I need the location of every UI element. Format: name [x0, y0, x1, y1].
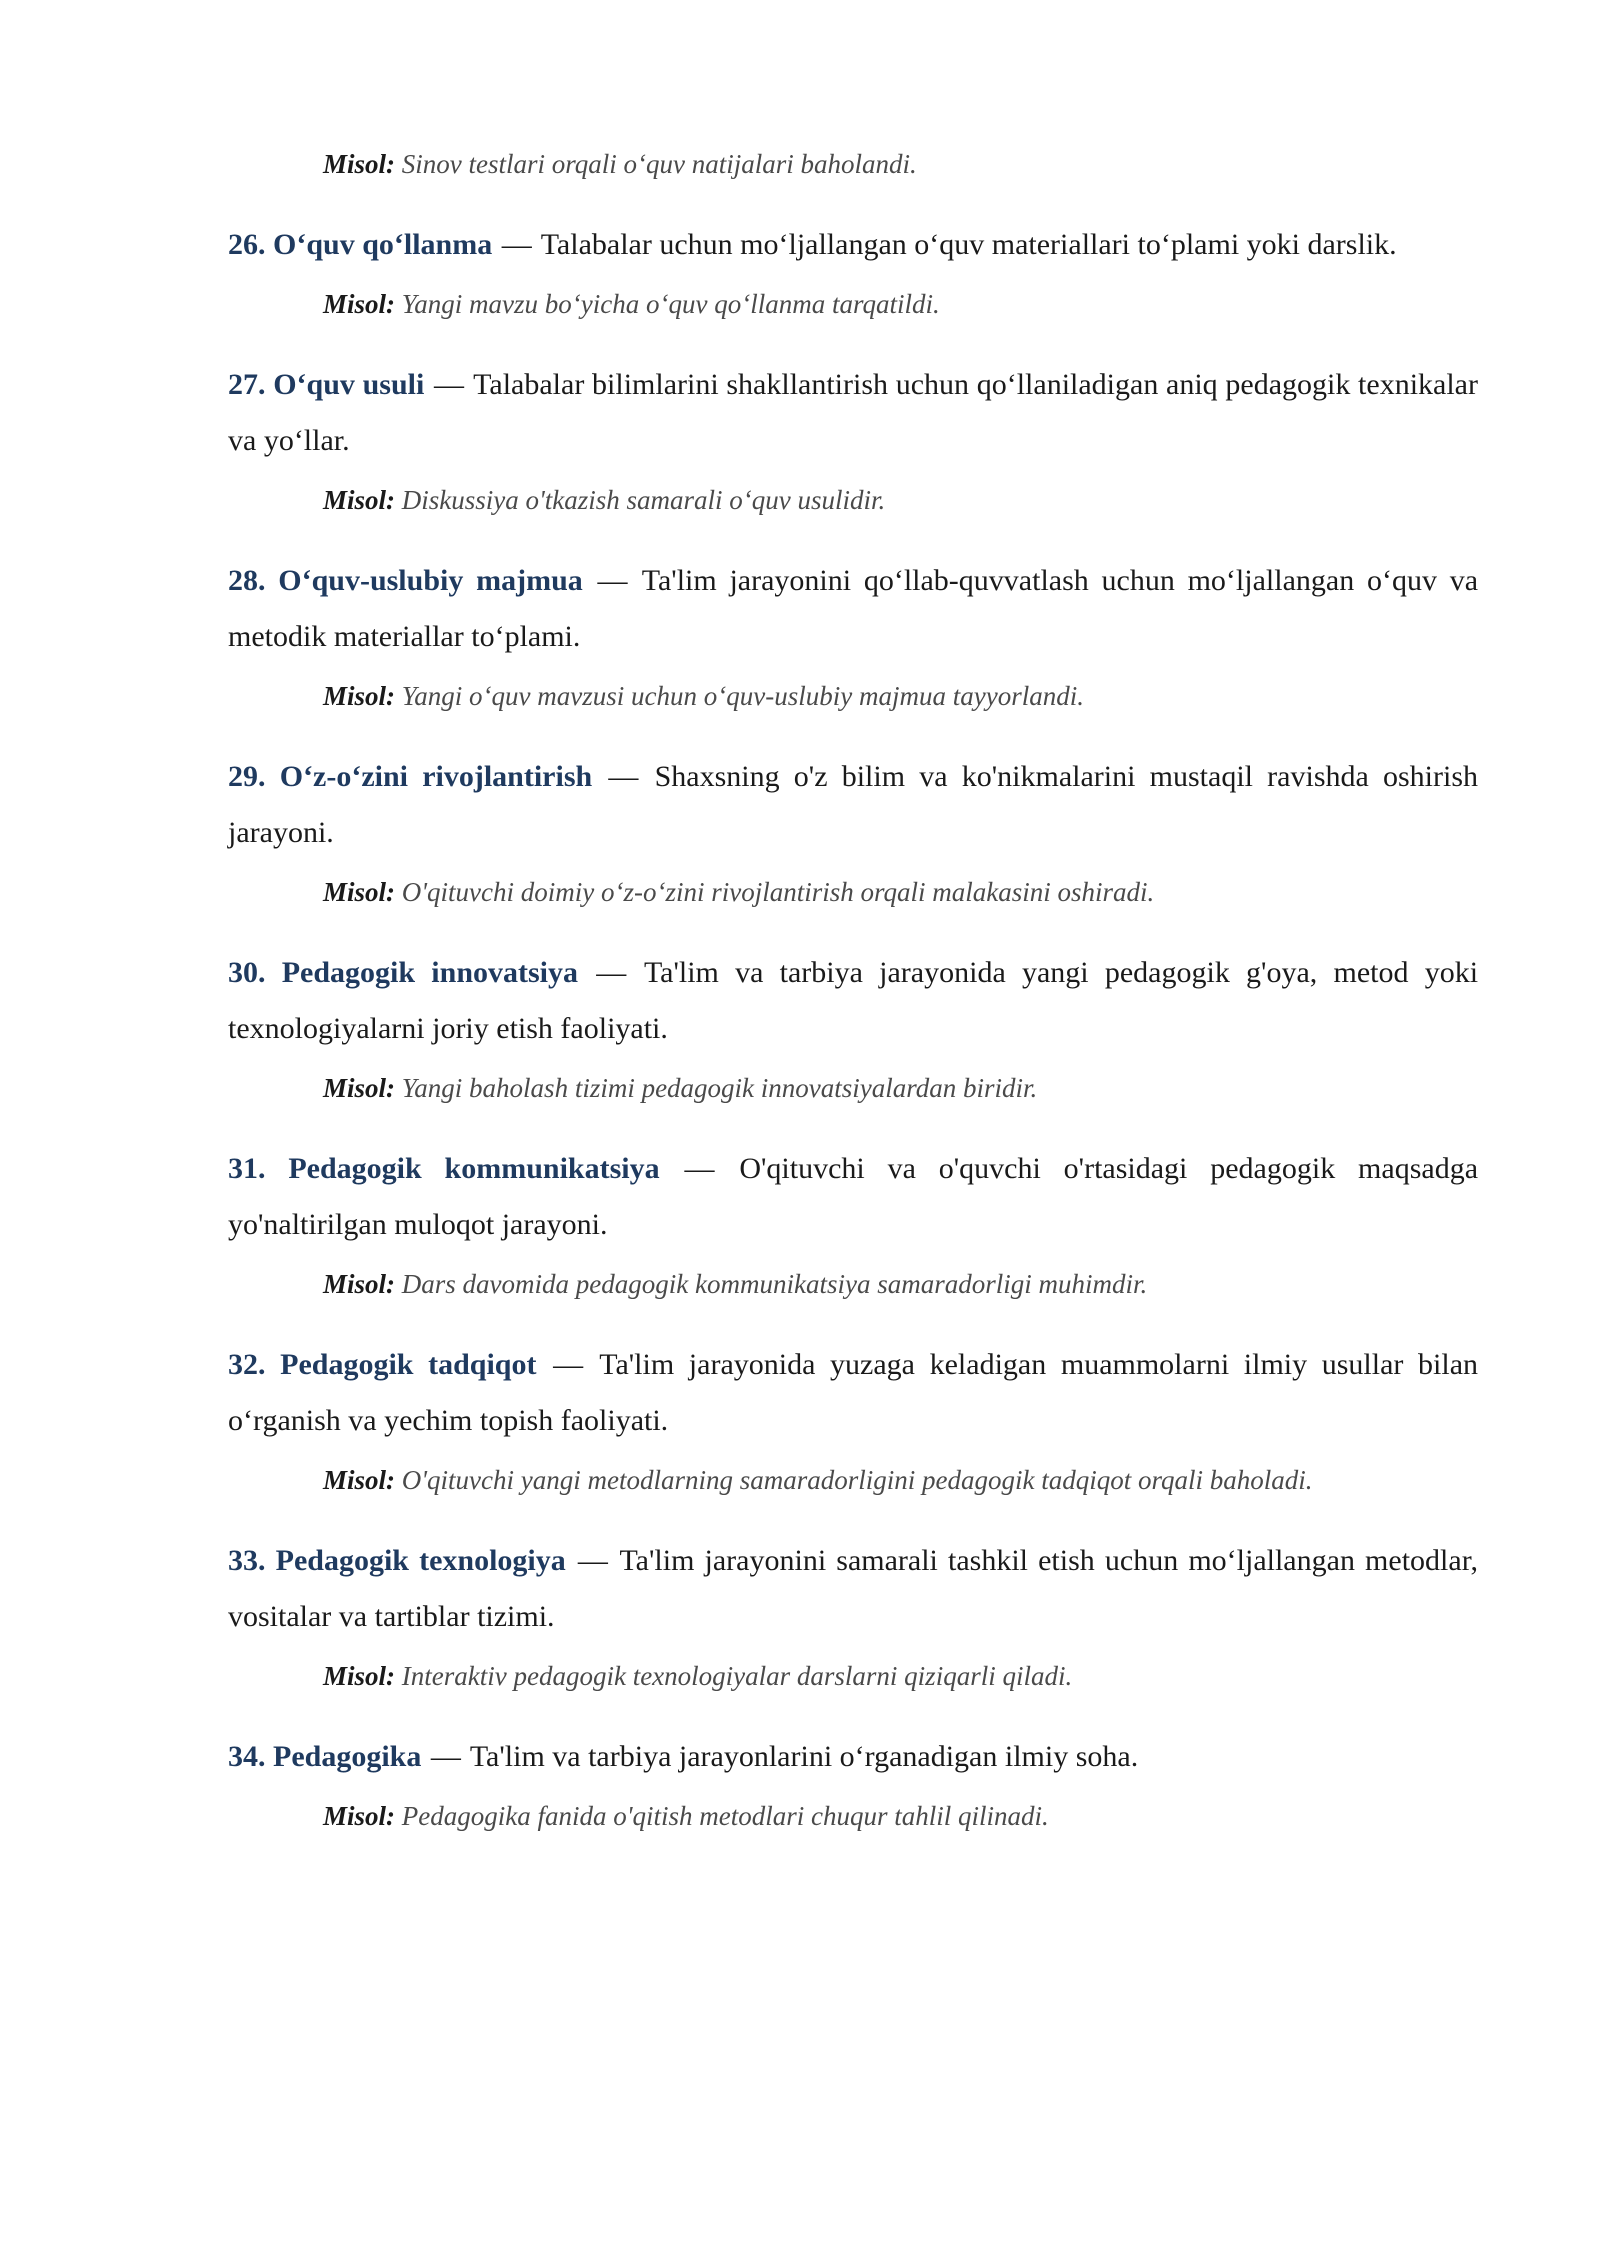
- em-dash: —: [553, 1348, 584, 1381]
- example-text: Diskussiya o'tkazish samarali o‘quv usulidir.: [401, 485, 886, 515]
- entry-number: 34.: [228, 1740, 266, 1773]
- entry-number: 29.: [228, 760, 266, 793]
- entry-definition: Ta'lim jarayonini samarali tashkil etish uchun mo‘ljallangan metodlar, vositalar va tartiblar tizimi.: [228, 1544, 1478, 1633]
- glossary-entry: [228, 945, 1478, 1107]
- entry-term: O‘z-o‘zini rivojlantirish: [279, 760, 593, 793]
- entry-definition: Ta'lim jarayonida yuzaga keladigan muammolarni ilmiy usullar bilan o‘rganish va yechim topish faoliyati.: [228, 1348, 1479, 1437]
- entry-term: Pedagogik tadqiqot: [280, 1348, 537, 1381]
- example-label: Misol:: [323, 1073, 396, 1103]
- em-dash: —: [608, 760, 639, 793]
- term-definition: [228, 1337, 1478, 1449]
- example-label: Misol:: [323, 485, 396, 515]
- glossary-entry: [228, 217, 1478, 323]
- entry-definition: Ta'lim va tarbiya jarayonlarini o‘rganadigan ilmiy soha.: [469, 1740, 1139, 1773]
- term-definition: [228, 1533, 1478, 1645]
- example-label: Misol:: [323, 681, 396, 711]
- term-definition: [228, 945, 1478, 1057]
- example-label: Misol:: [323, 1801, 396, 1831]
- entry-term: Pedagogik innovatsiya: [281, 956, 579, 989]
- entry-term: O‘quv-uslubiy majmua: [278, 564, 583, 597]
- entry-definition: Talabalar bilimlarini shakllantirish uchun qo‘llaniladigan aniq pedagogik texnikalar va yo‘llar.: [228, 368, 1478, 457]
- entry-definition: O'qituvchi va o'quvchi o'rtasidagi pedagogik maqsadga yo'naltirilgan muloqot jarayoni.: [228, 1152, 1479, 1241]
- entry-example: [323, 1069, 1478, 1107]
- term-definition: [228, 1141, 1478, 1253]
- em-dash: —: [596, 956, 627, 989]
- example-label: Misol:: [323, 877, 396, 907]
- entry-example: [323, 1797, 1478, 1835]
- term-definition: [228, 553, 1478, 665]
- entry-example: [323, 1265, 1478, 1303]
- glossary-list: [228, 217, 1478, 1835]
- example-text: Yangi o‘quv mavzusi uchun o‘quv-uslubiy majmua tayyorlandi.: [401, 681, 1084, 711]
- entry-term: Pedagogik kommunikatsiya: [288, 1152, 660, 1185]
- entry-definition: Shaxsning o'z bilim va ko'nikmalarini mustaqil ravishda oshirish jarayoni.: [228, 760, 1479, 849]
- entry-number: 32.: [228, 1348, 266, 1381]
- em-dash: —: [577, 1544, 608, 1577]
- example-label: Misol:: [323, 149, 396, 179]
- entry-example: [323, 285, 1478, 323]
- em-dash: —: [684, 1152, 715, 1185]
- em-dash: —: [430, 1740, 461, 1773]
- example-text: Yangi baholash tizimi pedagogik innovatsiyalardan biridir.: [401, 1073, 1038, 1103]
- term-definition: [228, 1729, 1478, 1785]
- intro-example: [323, 145, 1478, 183]
- example-text: Interaktiv pedagogik texnologiyalar darslarni qiziqarli qiladi.: [401, 1661, 1073, 1691]
- entry-definition: Talabalar uchun mo‘ljallangan o‘quv materiallari to‘plami yoki darslik.: [540, 228, 1397, 261]
- example-text: Yangi mavzu bo‘yicha o‘quv qo‘llanma tarqatildi.: [401, 289, 940, 319]
- entry-example: [323, 873, 1478, 911]
- entry-term: Pedagogik texnologiya: [275, 1544, 566, 1577]
- entry-number: 33.: [228, 1544, 266, 1577]
- example-label: Misol:: [323, 1269, 396, 1299]
- entry-example: [323, 677, 1478, 715]
- example-label: Misol:: [323, 289, 396, 319]
- entry-term: Pedagogika: [273, 1740, 422, 1773]
- entry-definition: Ta'lim jarayonini qo‘llab-quvvatlash uchun mo‘ljallangan o‘quv va metodik materiallar to‘plami.: [228, 564, 1479, 653]
- example-text: Sinov testlari orqali o‘quv natijalari baholandi.: [401, 149, 917, 179]
- glossary-entry: [228, 1141, 1478, 1303]
- term-definition: [228, 217, 1478, 273]
- example-label: Misol:: [323, 1465, 396, 1495]
- glossary-entry: [228, 1337, 1478, 1499]
- entry-definition: Ta'lim va tarbiya jarayonida yangi pedagogik g'oya, metod yoki texnologiyalarni joriy etish faoliyati.: [228, 956, 1479, 1045]
- entry-number: 31.: [228, 1152, 266, 1185]
- glossary-entry: [228, 553, 1478, 715]
- term-definition: [228, 749, 1478, 861]
- entry-number: 26.: [228, 228, 266, 261]
- entry-example: [323, 1461, 1478, 1499]
- em-dash: —: [597, 564, 628, 597]
- example-text: O'qituvchi doimiy o‘z-o‘zini rivojlantirish orqali malakasini oshiradi.: [401, 877, 1155, 907]
- glossary-entry: [228, 749, 1478, 911]
- em-dash: —: [501, 228, 532, 261]
- entry-number: 28.: [228, 564, 266, 597]
- example-text: Dars davomida pedagogik kommunikatsiya samaradorligi muhimdir.: [401, 1269, 1148, 1299]
- entry-number: 27.: [228, 368, 266, 401]
- term-definition: [228, 357, 1478, 469]
- example-text: O'qituvchi yangi metodlarning samaradorligini pedagogik tadqiqot orqali baholadi.: [401, 1465, 1313, 1495]
- entry-example: [323, 481, 1478, 519]
- entry-number: 30.: [228, 956, 266, 989]
- entry-example: [323, 1657, 1478, 1695]
- example-text: Pedagogika fanida o'qitish metodlari chuqur tahlil qilinadi.: [401, 1801, 1049, 1831]
- example-label: Misol:: [323, 1661, 396, 1691]
- em-dash: —: [434, 368, 465, 401]
- glossary-entry: [228, 357, 1478, 519]
- glossary-entry: [228, 1729, 1478, 1835]
- glossary-entry: [228, 1533, 1478, 1695]
- glossary-page: [228, 145, 1478, 1869]
- entry-term: O‘quv usuli: [273, 368, 425, 401]
- entry-term: O‘quv qo‘llanma: [273, 228, 493, 261]
